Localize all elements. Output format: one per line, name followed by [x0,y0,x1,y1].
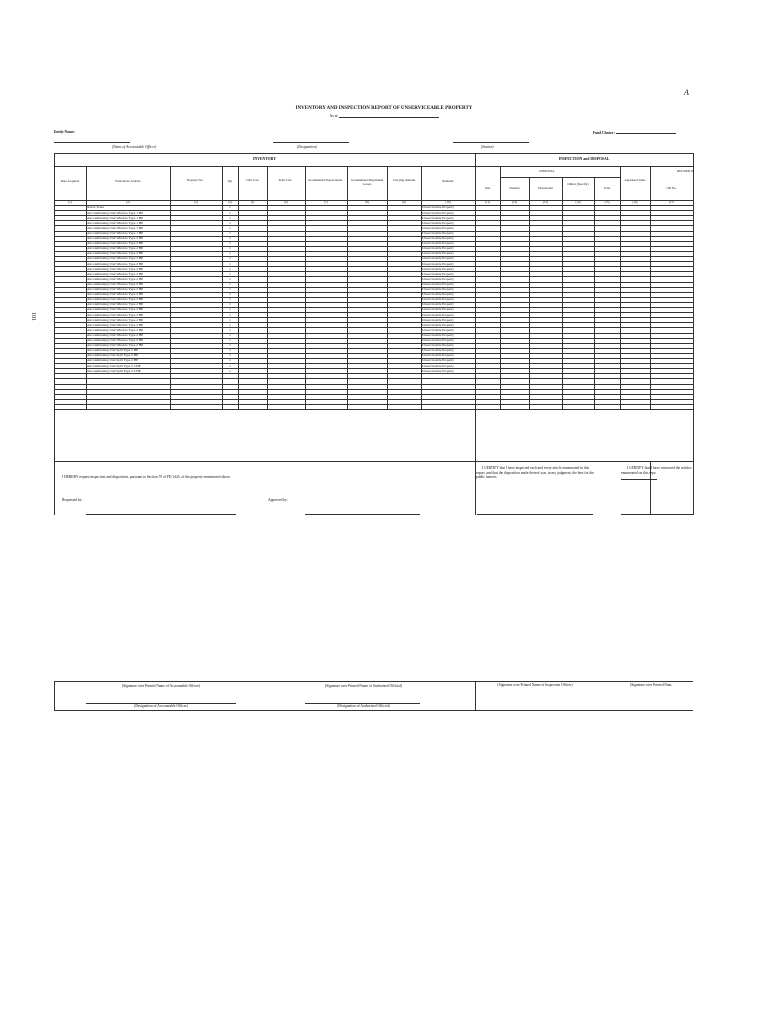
row-line [54,271,693,272]
row-remarks: Unserviceable Property [422,312,454,317]
row-qty: 1 [229,338,231,342]
row-line [54,353,693,354]
row-article: Airconditioning Unit Window Type 2 HP [87,266,144,271]
disposal-split-line [500,177,620,178]
row-qty: 1 [229,266,231,271]
row-line [54,292,693,293]
row-line [54,236,693,237]
col-property-no: Property No. [186,178,204,182]
row-line [54,343,693,344]
designation-caption: (Designation) [297,145,317,149]
row-remarks: Unserviceable Property [422,368,454,373]
column-number: (7) [324,199,328,204]
sig-authorized-official: (Signature over Printed Name of Authorized Official) [325,684,402,688]
row-qty: 1 [229,246,231,251]
row-article: Airconditioning Unit Window Type 1 HP [87,220,144,225]
row-qty: 1 [229,205,231,210]
column-number: (13) [543,199,548,204]
row-line [54,312,693,313]
inspection-certification: I CERTIFY that I have inspected each and every article enumerated in this report, and that the disposition made thereof was, in my judgment, the best for the public interest. [476,466,594,480]
row-line [54,307,693,308]
row-line [54,251,693,252]
row-qty: 1 [229,281,231,286]
row-article: Airconditioning Unit Window Type 2 HP [87,241,144,246]
row-remarks: Unserviceable Property [422,236,454,240]
row-line [54,368,693,369]
table-right-border [693,153,694,515]
row-qty: 1 [229,215,231,220]
column-number: (12) [512,199,517,204]
row-article: Airconditioning Unit Window Type 2 HP [87,261,144,266]
request-text: I HEREBY request inspection and disposition, pursuant to Section 79 of PD 1445, of the property enumerated above. [62,475,231,479]
colnum-top-line [54,200,693,201]
row-article: Airconditioning Unit Window Type 2 HP [87,343,144,348]
row-remarks: Unserviceable Property [422,343,454,348]
row-line [54,409,693,410]
row-qty: 1 [229,276,231,281]
row-qty: 1 [229,312,231,317]
colnum-bottom-line [54,205,693,206]
row-article: Airconditioning Unit Window Type 2 HP [87,312,144,317]
row-line [54,266,693,267]
row-remarks: Unserviceable Property [422,241,454,246]
row-qty: 1 [229,363,231,368]
row-article: Airconditioning Unit Window Type 1 HP [87,230,144,235]
signature-block-top [54,681,693,682]
row-remarks: Unserviceable Property [422,353,454,358]
row-article: Xerox Toner [87,205,105,210]
row-qty: 1 [229,353,231,358]
column-number: (14) [575,199,581,204]
fund-cluster-label: Fund Cluster : [593,130,676,135]
row-qty: 1 [229,332,231,337]
sig-witness: (Signature over Printed Nam [630,683,672,687]
row-line [54,276,693,277]
col-carrying: Carrying Amount [392,178,416,182]
row-remarks: Unserviceable Property [422,251,454,256]
signature-block-divider [475,681,476,710]
row-line [54,358,693,359]
row-article: Airconditioning Unit Window Type 2 HP [87,307,144,312]
sig-accountable-officer: (Signature over Printed Name of Accountable Officer) [121,684,201,688]
column-number: (5) [250,199,255,204]
row-remarks: Unserviceable Property [422,287,454,291]
column-line [529,177,530,409]
row-line [54,327,693,328]
row-article: Airconditioning Unit Window Type 2 HP [87,256,144,261]
cert-section-top [54,461,693,462]
desig-accountable-officer: (Designation of Accountable Officer) [134,704,188,708]
signature-block-bottom [54,710,693,711]
row-line [54,389,693,390]
row-line [54,210,693,211]
row-article: Airconditioning Unit Window Type 2 HP [87,317,144,322]
column-line [222,166,223,409]
row-remarks: Unserviceable Property [422,230,454,235]
row-article: Airconditioning Unit Window Type 2 HP [87,327,144,332]
row-remarks: Unserviceable Property [422,246,454,251]
row-qty: 1 [229,307,231,312]
row-line [54,373,693,374]
row-article: Airconditioning Unit Window Type 2 HP [87,297,144,302]
column-line [238,166,239,409]
column-line [594,177,595,409]
row-qty: 1 [229,322,231,327]
row-article: Airconditioning Unit Split Type 2.5 HP [87,368,141,373]
row-article: Airconditioning Unit Split Type 2.5 HP [87,363,141,368]
row-line [54,241,693,242]
sig-inspection-officer: (Signature over Printed Name of Inspection Officer) [497,683,573,687]
table-left-border [54,153,55,515]
row-line [54,404,693,405]
col-qty: Qty [227,179,233,183]
column-line [650,166,651,409]
row-remarks: Unserviceable Property [422,307,454,312]
row-remarks: Unserviceable Property [422,210,454,215]
column-number: (10) [445,199,451,204]
column-number: (6) [284,199,288,204]
row-article: Airconditioning Unit Window Type 2 HP [87,292,144,297]
row-remarks: Unserviceable Property [422,327,454,332]
column-number: (1) [68,199,72,204]
column-line [421,166,422,409]
col-remarks: Remarks [442,179,454,183]
row-article: Airconditioning Unit Window Type 2 HP [87,332,144,337]
row-qty: 1 [229,287,231,291]
row-article: Airconditioning Unit Window Type 2 HP [87,246,144,251]
row-article: Airconditioning Unit Window Type 2 HP [87,276,144,281]
record-header: RECORD O [676,169,693,173]
row-article: Airconditioning Unit Window Type 2 HP [87,287,144,291]
row-remarks: Unserviceable Property [422,332,454,337]
inspection-divider [475,153,476,515]
row-qty: 1 [229,271,231,276]
row-qty: 1 [229,220,231,225]
column-number: (11) [485,199,490,204]
row-line [54,287,693,288]
row-line [54,302,693,303]
row-remarks: Unserviceable Property [422,348,454,353]
col-accum-depr: Accumulated Depreciation [307,178,343,182]
column-line [620,166,621,409]
row-remarks: Unserviceable Property [422,292,454,297]
row-line [54,282,693,283]
row-qty: 1 [229,343,231,348]
row-line [54,378,693,379]
column-number: (4) [228,199,232,204]
row-article: Airconditioning Unit Window Type 2 HP [87,236,144,240]
row-qty: 1 [229,236,231,240]
col-or-no: OR No. [666,186,677,190]
row-qty: 1 [229,317,231,322]
row-remarks: Unserviceable Property [422,215,454,220]
row-line [54,348,693,349]
col-sale: Sale [484,186,491,190]
row-remarks: Unserviceable Property [422,225,454,230]
column-line [562,177,563,409]
requested-by-line[interactable] [86,510,236,515]
entity-name-label: Entity Name: [54,130,75,134]
row-remarks: Unserviceable Property [422,358,454,363]
approved-by-line[interactable] [305,510,420,515]
row-qty: 1 [229,292,231,297]
row-remarks: Unserviceable Property [422,256,454,261]
column-line [86,166,87,409]
row-qty: 1 [229,368,231,373]
column-line [500,166,501,409]
row-line [54,394,693,395]
row-remarks: Unserviceable Property [422,220,454,225]
report-title: INVENTORY AND INSPECTION REPORT OF UNSERVICEABLE PROPERTY [295,106,473,111]
row-remarks: Unserviceable Property [422,302,454,307]
row-line [54,225,693,226]
column-number: (17) [669,199,674,204]
row-remarks: Unserviceable Property [422,276,454,281]
row-line [54,384,693,385]
col-appraised: Appraised Value [624,178,646,182]
row-article: Airconditioning Unit Window Type 1 HP [87,215,144,220]
inspection-officer-line[interactable] [477,510,593,515]
column-number: (8) [365,199,369,204]
row-article: Airconditioning Unit Window Type 1 HP [87,225,144,230]
row-qty: 1 [229,251,231,256]
col-particulars: Particulars/ Articles [115,179,141,183]
signature-block-left [54,681,55,710]
col-others: Others (Specify) [567,182,589,186]
row-remarks: Unserviceable Property [422,338,454,342]
row-remarks: Unserviceable Property [422,266,454,271]
row-qty: 1 [229,302,231,307]
col-unit-cost: Unit Cost [246,178,259,182]
row-article: Airconditioning Unit Window Type 2 HP [87,251,144,256]
inventory-header: INVENTORY [252,157,276,161]
row-qty: 1 [229,241,231,246]
row-line [54,333,693,334]
table-top-border [54,153,693,154]
row-article: Airconditioning Unit Split Type 2 HP [87,348,139,353]
approved-by-label: Approved by: [268,498,288,502]
inspection-header: INSPECTION and DISPOSAL [558,157,610,161]
witness-line[interactable] [621,510,693,515]
row-qty: 1 [229,348,231,353]
row-article: Airconditioning Unit Window Type 1 HP [87,210,144,215]
row-line [54,231,693,232]
row-line [54,363,693,364]
row-remarks: Unserviceable Property [422,297,454,302]
row-article: Airconditioning Unit Window Type 2 HP [87,322,144,327]
header-split-line [54,166,693,167]
row-line [54,215,693,216]
officer-caption: (Name of Accountable Officer) [112,145,157,149]
row-qty: 1 [229,230,231,235]
column-number: (15) [604,199,610,204]
row-line [54,256,693,257]
col-accum-impair: Accumulated Impairment Losses [350,178,384,186]
column-line [267,166,268,409]
desig-authorized-official: (Designation of Authorized Official) [337,704,390,708]
row-line [54,317,693,318]
row-remarks: Unserviceable Property [422,205,454,210]
row-article: Airconditioning Unit Window Type 2 HP [87,302,144,307]
side-page-label: 101 [30,312,36,321]
row-article: Airconditioning Unit Window Type 2 HP [87,338,144,342]
column-line [347,166,348,409]
column-number: (16) [632,199,638,204]
col-date-acquired: Date Acquired [60,179,80,183]
row-qty: 1 [229,225,231,230]
station-caption: (Station) [481,145,494,149]
row-remarks: Unserviceable Property [422,317,454,322]
column-line [170,166,171,409]
witness-cert-line[interactable] [621,477,657,480]
requested-by-label: Requested by: [62,498,83,502]
row-remarks: Unserviceable Property [422,271,454,276]
row-article: Airconditioning Unit Split Type 2 HP [87,358,139,363]
as-at-label: As at [329,113,338,118]
row-line [54,338,693,339]
row-qty: 1 [229,256,231,261]
row-remarks: Unserviceable Property [422,261,454,266]
row-line [54,246,693,247]
row-article: Airconditioning Unit Window Type 2 HP [87,281,144,286]
row-qty: 1 [229,261,231,266]
appendix-label: A [684,88,689,97]
col-transfer: Transfer [509,186,520,190]
row-remarks: Unserviceable Property [422,363,454,368]
disposal-header: DISPOSAL [539,169,555,173]
col-destruction: Destruction [538,186,553,190]
row-line [54,322,693,323]
row-line [54,220,693,221]
col-total-cost: Total Cost [278,178,292,182]
col-total: Total [603,186,611,190]
row-article: Airconditioning Unit Window Type 2 HP [87,271,144,276]
column-number: (9) [402,199,406,204]
column-number: (3) [194,199,198,204]
witness-certification: I CERTIFY that I have witnessed the articles enumerated on this repo [621,466,692,475]
row-qty: 1 [229,358,231,363]
row-remarks: Unserviceable Property [422,322,454,327]
row-article: Airconditioning Unit Split Type 2 HP [87,353,139,358]
row-qty: 1 [229,210,231,215]
row-qty: 1 [229,327,231,332]
row-qty: 1 [229,297,231,302]
column-line [305,166,306,409]
row-remarks: Unserviceable Property [422,281,454,286]
column-line [387,166,388,409]
row-line [54,399,693,400]
column-number: (2) [126,199,130,204]
row-line [54,297,693,298]
row-line [54,261,693,262]
